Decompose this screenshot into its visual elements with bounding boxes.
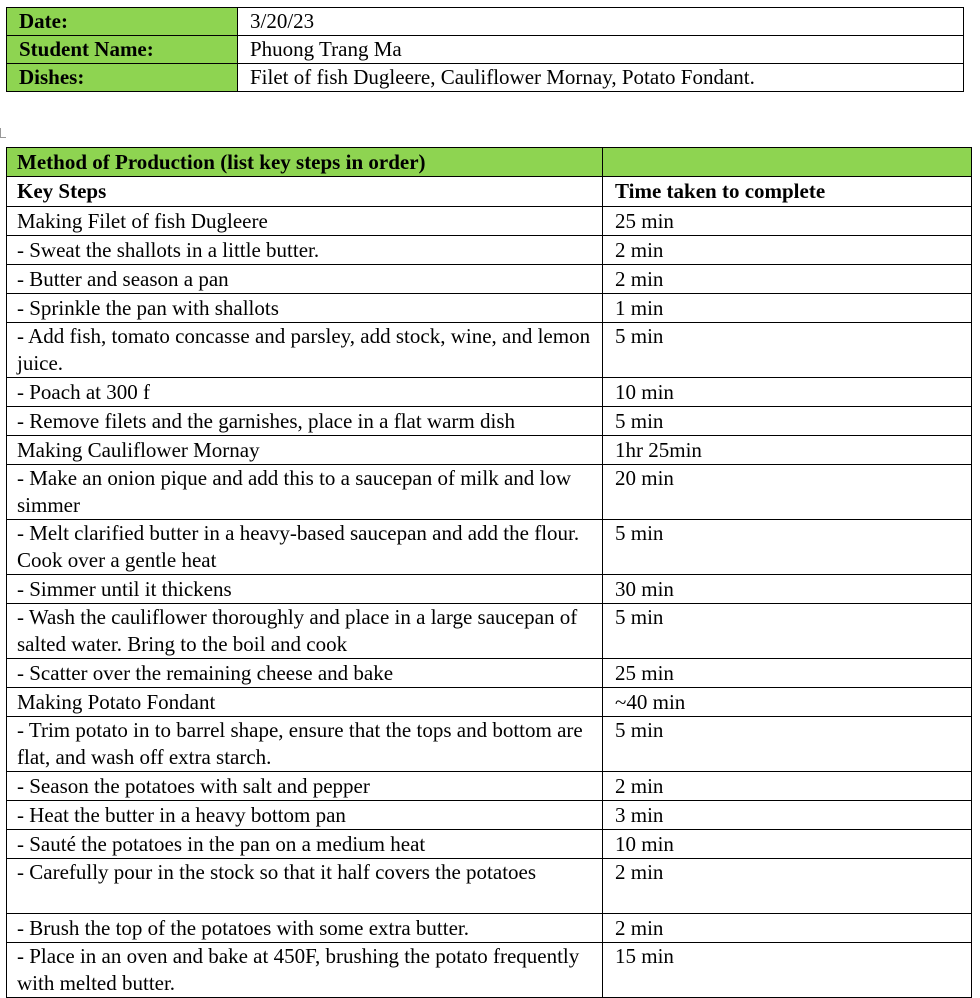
table-row [7, 688, 972, 717]
step-text: Making Filet of fish Dugleere [7, 207, 603, 236]
method-of-production-table [6, 147, 972, 998]
student-info-table [6, 7, 964, 92]
step-text: - Carefully pour in the stock so that it half covers the potatoes [7, 859, 603, 914]
step-time: 5 min [603, 520, 972, 575]
step-text: - Place in an oven and bake at 450F, brushing the potato frequently with melted butter. [7, 943, 603, 998]
step-text: - Simmer until it thickens [7, 575, 603, 604]
time-header: Time taken to complete [603, 177, 972, 207]
table-row [7, 604, 972, 659]
step-time: 2 min [603, 772, 972, 801]
step-text: - Trim potato in to barrel shape, ensure that the tops and bottom are flat, and wash off extra starch. [7, 717, 603, 772]
table-row [7, 323, 972, 378]
table-row [7, 520, 972, 575]
table-row [7, 772, 972, 801]
step-text: - Add fish, tomato concasse and parsley, add stock, wine, and lemon juice. [7, 323, 603, 378]
step-time: 25 min [603, 207, 972, 236]
table-row [7, 859, 972, 914]
step-text: Making Potato Fondant [7, 688, 603, 717]
step-time: 20 min [603, 465, 972, 520]
dishes-label: Dishes: [7, 64, 238, 92]
step-text: - Make an onion pique and add this to a saucepan of milk and low simmer [7, 465, 603, 520]
step-text: - Poach at 300 f [7, 378, 603, 407]
step-time: 2 min [603, 236, 972, 265]
table-row [7, 378, 972, 407]
key-steps-header: Key Steps [7, 177, 603, 207]
step-text: - Butter and season a pan [7, 265, 603, 294]
step-text: Making Cauliflower Mornay [7, 436, 603, 465]
step-text: - Sweat the shallots in a little butter. [7, 236, 603, 265]
table-row [7, 659, 972, 688]
column-header-row [7, 177, 972, 207]
step-time: 5 min [603, 323, 972, 378]
table-row [7, 717, 972, 772]
step-text: - Sprinkle the pan with shallots [7, 294, 603, 323]
step-time: 1 min [603, 294, 972, 323]
dishes-row [7, 64, 964, 92]
step-time: 10 min [603, 378, 972, 407]
table-row [7, 575, 972, 604]
student-name-row [7, 36, 964, 64]
step-time: ~40 min [603, 688, 972, 717]
student-name-value: Phuong Trang Ma [238, 36, 964, 64]
table-row [7, 943, 972, 998]
table-row [7, 265, 972, 294]
step-text: - Melt clarified butter in a heavy-based saucepan and add the flour. Cook over a gentle heat [7, 520, 603, 575]
method-title: Method of Production (list key steps in order) [7, 148, 603, 177]
step-text: - Brush the top of the potatoes with some extra butter. [7, 914, 603, 943]
step-time: 5 min [603, 717, 972, 772]
table-row [7, 207, 972, 236]
step-time: 2 min [603, 265, 972, 294]
table-row [7, 465, 972, 520]
date-label: Date: [7, 8, 238, 36]
step-time: 10 min [603, 830, 972, 859]
date-row [7, 8, 964, 36]
method-title-blank [603, 148, 972, 177]
step-text: - Season the potatoes with salt and pepper [7, 772, 603, 801]
method-title-row [7, 148, 972, 177]
step-text: - Sauté the potatoes in the pan on a medium heat [7, 830, 603, 859]
table-row [7, 294, 972, 323]
student-name-label: Student Name: [7, 36, 238, 64]
date-value: 3/20/23 [238, 8, 964, 36]
step-time: 15 min [603, 943, 972, 998]
step-text: - Remove filets and the garnishes, place in a flat warm dish [7, 407, 603, 436]
step-time: 1hr 25min [603, 436, 972, 465]
step-time: 25 min [603, 659, 972, 688]
step-time: 30 min [603, 575, 972, 604]
table-row [7, 801, 972, 830]
step-text: - Scatter over the remaining cheese and bake [7, 659, 603, 688]
table-row [7, 407, 972, 436]
table-row [7, 830, 972, 859]
step-time: 2 min [603, 914, 972, 943]
table-row [7, 436, 972, 465]
step-time: 5 min [603, 407, 972, 436]
step-time: 2 min [603, 859, 972, 914]
step-text: - Wash the cauliflower thoroughly and place in a large saucepan of salted water. Bring to the boil and cook [7, 604, 603, 659]
paragraph-marker [0, 128, 6, 138]
step-text: - Heat the butter in a heavy bottom pan [7, 801, 603, 830]
step-time: 3 min [603, 801, 972, 830]
dishes-value: Filet of fish Dugleere, Cauliflower Mornay, Potato Fondant. [238, 64, 964, 92]
table-row [7, 914, 972, 943]
table-row [7, 236, 972, 265]
step-time: 5 min [603, 604, 972, 659]
